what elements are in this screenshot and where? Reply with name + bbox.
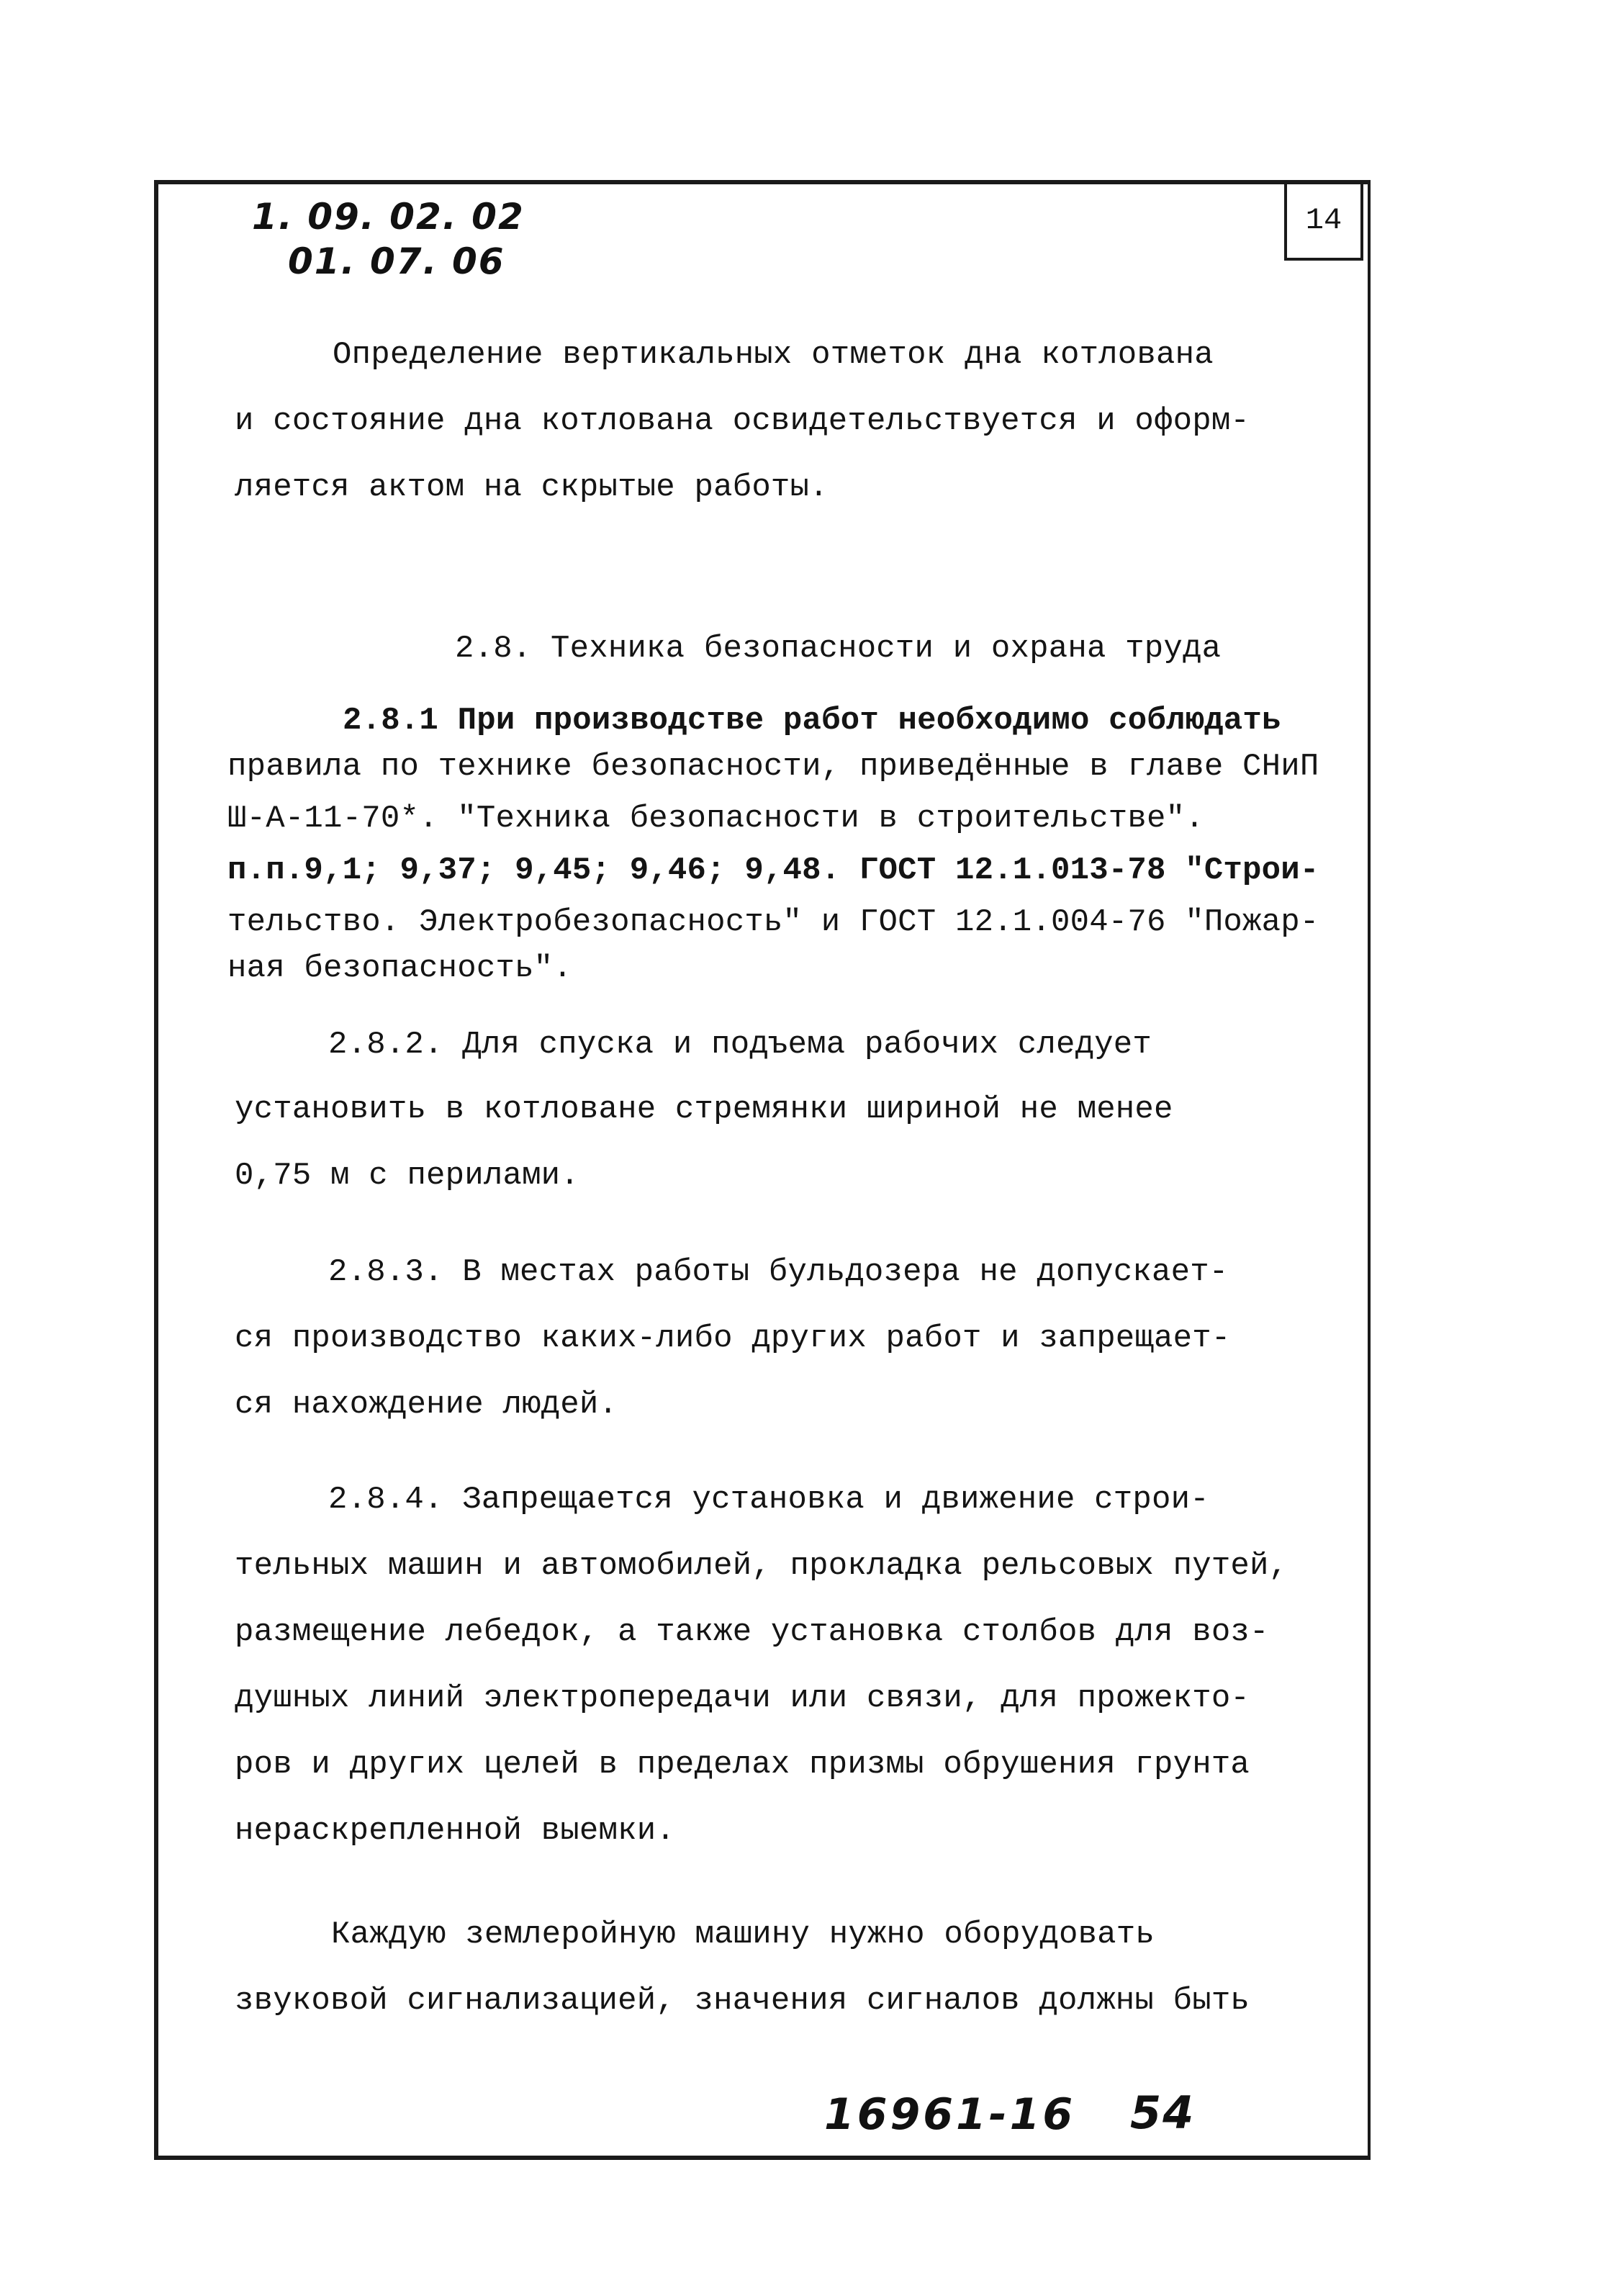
document-code-line-2: 01. 07. 06 [288, 240, 505, 282]
p284-line-2: тельных машин и автомобилей, прокладка рельсовых путей, [235, 1548, 1288, 1584]
p281-line-4: п.п.9,1; 9,37; 9,45; 9,46; 9,48. ГОСТ 12.1.013-78 "Строи- [227, 852, 1319, 888]
p284-line-3: размещение лебедок, а также установка столбов для воз- [235, 1614, 1269, 1650]
p285-line-2: звуковой сигнализацией, значения сигналов должны быть [235, 1983, 1250, 2019]
p285-line-1: Каждую землеройную машину нужно оборудовать [331, 1917, 1155, 1953]
p282-line-1: 2.8.2. Для спуска и подъема рабочих следует [328, 1027, 1152, 1063]
intro-line-3: ляется актом на скрытые работы. [235, 469, 829, 505]
document-code-line-1: 1. 09. 02. 02 [252, 196, 525, 238]
sheet-number: 54 [1130, 2086, 1196, 2139]
page-number: 14 [1284, 183, 1363, 261]
intro-line-2: и состояние дна котлована освидетельствуется и оформ- [235, 403, 1250, 439]
p284-line-1: 2.8.4. Запрещается установка и движение строи- [328, 1482, 1209, 1518]
intro-line-1: Определение вертикальных отметок дна котлована [333, 337, 1214, 373]
p283-line-2: ся производство каких-либо других работ и запрещает- [235, 1320, 1231, 1356]
p281-line-5: тельство. Электробезопасность" и ГОСТ 12.1.004-76 "Пожар- [227, 904, 1319, 940]
p284-line-4: душных линий электропередачи или связи, для прожекто- [235, 1680, 1250, 1716]
p284-line-5: ров и других целей в пределах призмы обрушения грунта [235, 1747, 1250, 1783]
p284-line-6: нераскрепленной выемки. [235, 1813, 675, 1849]
p281-line-3: Ш-А-11-70*. "Техника безопасности в строительстве". [227, 801, 1204, 837]
p282-line-3: 0,75 м с перилами. [235, 1158, 579, 1194]
section-title: 2.8. Техника безопасности и охрана труда [455, 631, 1222, 667]
p281-line-6: ная безопасность". [227, 950, 572, 986]
sheet-id: 16961-16 [824, 2089, 1076, 2140]
p283-line-3: ся нахождение людей. [235, 1387, 618, 1423]
p281-line-2: правила по технике безопасности, приведённые в главе СНиП [227, 749, 1319, 785]
p282-line-2: установить в котловане стремянки шириной не менее [235, 1091, 1173, 1127]
p281-line-1: 2.8.1 При производстве работ необходимо соблюдать [343, 703, 1281, 739]
p283-line-1: 2.8.3. В местах работы бульдозера не допускает- [328, 1254, 1229, 1290]
